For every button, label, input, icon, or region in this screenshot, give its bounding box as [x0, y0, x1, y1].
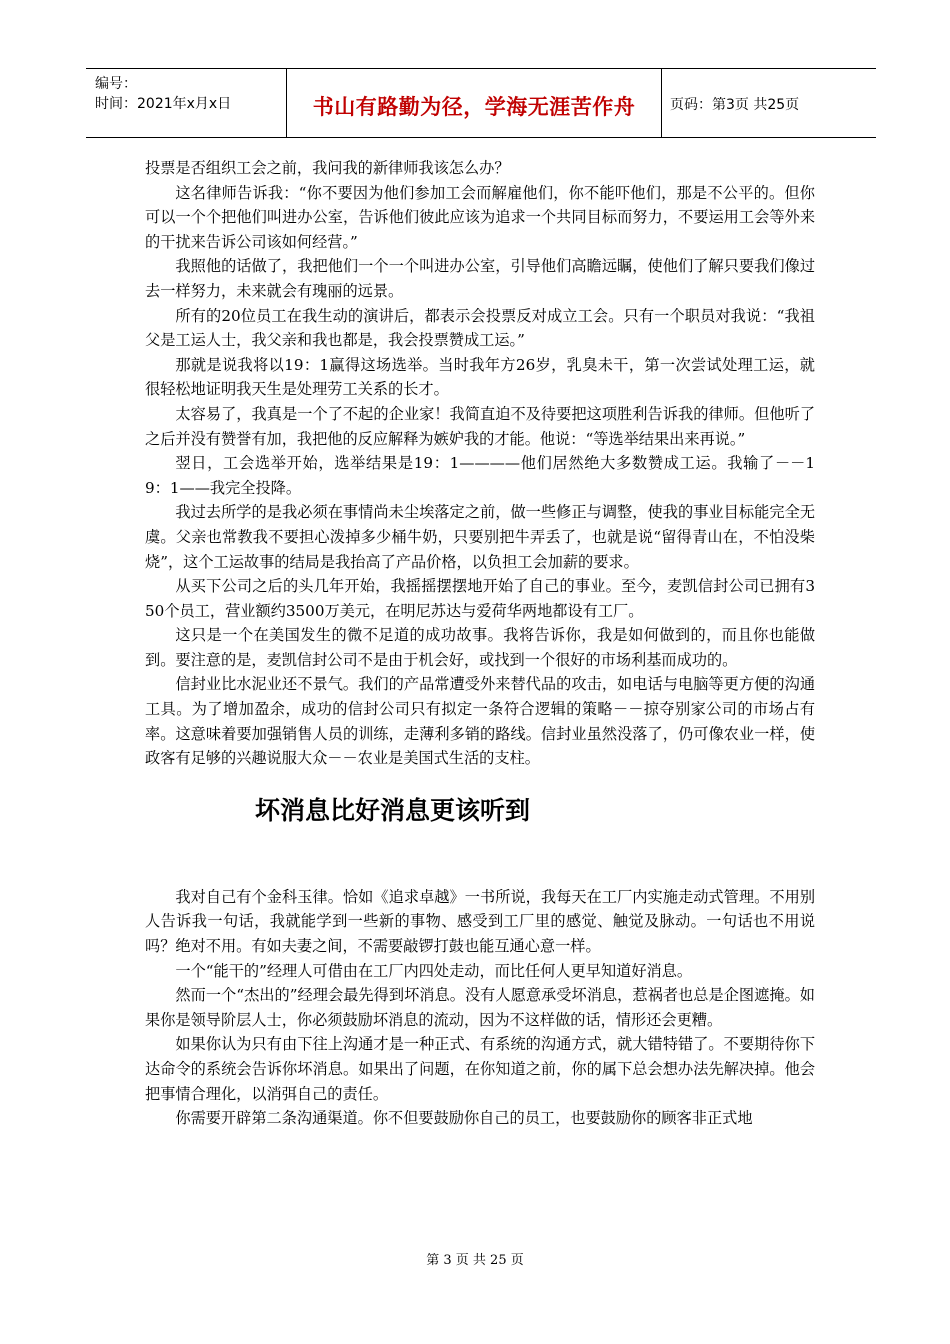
page-header [86, 68, 876, 138]
header-motto-cell [287, 69, 662, 137]
body-paragraph: 投票是否组织工会之前，我问我的新律师我该怎么办？ [145, 159, 510, 177]
body-paragraph: 所有的20位员工在我生动的演讲后，都表示会投票反对成立工会。只有一个职员对我说：“我祖父是工运人士，我父亲和我也都是，我会投票赞成工运。” [145, 306, 815, 350]
header-page-cell [662, 69, 876, 137]
document-time-label: 时间：2021年x月x日 [95, 96, 232, 112]
header-meta-cell [86, 69, 287, 137]
section-title: 坏消息比好消息更该听到 [255, 795, 531, 825]
body-paragraph: 这只是一个在美国发生的微不足道的成功故事。我将告诉你，我是如何做到的，而且你也能做到。要注意的是，麦凯信封公司不是由于机会好，或找到一个很好的市场利基而成功的。 [145, 626, 815, 669]
header-motto: 书山有路勤为径，学海无涯苦作舟 [312, 95, 636, 119]
body-paragraph: 那就是说我将以19：1赢得这场选举。当时我年方26岁，乳臭未干，第一次尝试处理工运，就很轻松地证明我天生是处理劳工关系的长才。 [145, 355, 815, 399]
body-paragraph: 然而一个“杰出的”经理会最先得到坏消息。没有人愿意承受坏消息，惹祸者也总是企图遮掩。如果你是领导阶层人士，你必须鼓励坏消息的流动，因为不这样做的话，情形还会更糟。 [145, 986, 815, 1029]
body-paragraph: 信封业比水泥业还不景气。我们的产品常遭受外来替代品的攻击，如电话与电脑等更方便的沟通工具。为了增加盈余，成功的信封公司只有拟定一条符合逻辑的策略－－掠夺别家公司的市场占有率。这意味着要加强销售人员的训练，走薄利多销的路线。信封业虽然没落了，仍可像农业一样，使政客有足够的兴趣说服大众－－农业是美国式生活的支柱。 [145, 675, 815, 768]
body-paragraph: 翌日，工会选举开始，选举结果是19：1————他们居然绝大多数赞成工运。我输了－－19：1——我完全投降。 [145, 454, 815, 497]
body-paragraph: 一个“能干的”经理人可借由在工厂内四处走动，而比任何人更早知道好消息。 [175, 961, 693, 980]
body-paragraph: 如果你认为只有由下往上沟通才是一种正式、有系统的沟通方式，就大错特错了。不要期待你下达命令的系统会告诉你坏消息。如果出了问题，在你知道之前，你的属下总会想办法先解决掉。他会把事情合理化，以消弭自己的责任。 [145, 1035, 815, 1103]
body-paragraph: 我过去所学的是我必须在事情尚未尘埃落定之前，做一些修正与调整，使我的事业目标能完全无虞。父亲也常教我不要担心泼掉多少桶牛奶，只要别把牛弄丢了，也就是说“留得青山在，不怕没柴烧”，这个工运故事的结局是我抬高了产品价格，以负担工会加薪的要求。 [145, 503, 815, 571]
document-number-label: 编号： [95, 76, 137, 92]
body-paragraph: 我对自己有个金科玉律。恰如《追求卓越》一书所说，我每天在工厂内实施走动式管理。不用别人告诉我一句话，我就能学到一些新的事物、感受到工厂里的感觉、触觉及脉动。一句话也不用说吗？绝对不用。有如夫妻之间，不需要敲锣打鼓也能互通心意一样。 [145, 887, 815, 956]
page-footer: 第 3 页 共 25 页 [426, 1253, 524, 1268]
body-paragraph: 太容易了，我真是一个了不起的企业家！我简直迫不及待要把这项胜利告诉我的律师。但他听了之后并没有赞誉有加，我把他的反应解释为嫉妒我的才能。他说：“等选举结果出来再说。” [145, 404, 815, 448]
body-paragraph: 我照他的话做了，我把他们一个一个叫进办公室，引导他们高瞻远瞩，使他们了解只要我们像过去一样努力，未来就会有瑰丽的远景。 [145, 257, 815, 300]
body-paragraph: 这名律师告诉我：“你不要因为他们参加工会而解雇他们，你不能吓他们，那是不公平的。但你可以一个个把他们叫进办公室，告诉他们彼此应该为追求一个共同目标而努力，不要运用工会等外来的干扰来告诉公司该如何经营。” [145, 183, 815, 251]
body-paragraph: 你需要开辟第二条沟通渠道。你不但要鼓励你自己的员工，也要鼓励你的顾客非正式地 [175, 1109, 753, 1128]
body-paragraph: 从买下公司之后的头几年开始，我摇摇摆摆地开始了自己的事业。至今，麦凯信封公司已拥有350个员工，营业额约3500万美元，在明尼苏达与爱荷华两地都设有工厂。 [145, 577, 815, 620]
header-page-number: 页码：第3页 共25页 [670, 97, 800, 113]
document-body [145, 156, 815, 1131]
